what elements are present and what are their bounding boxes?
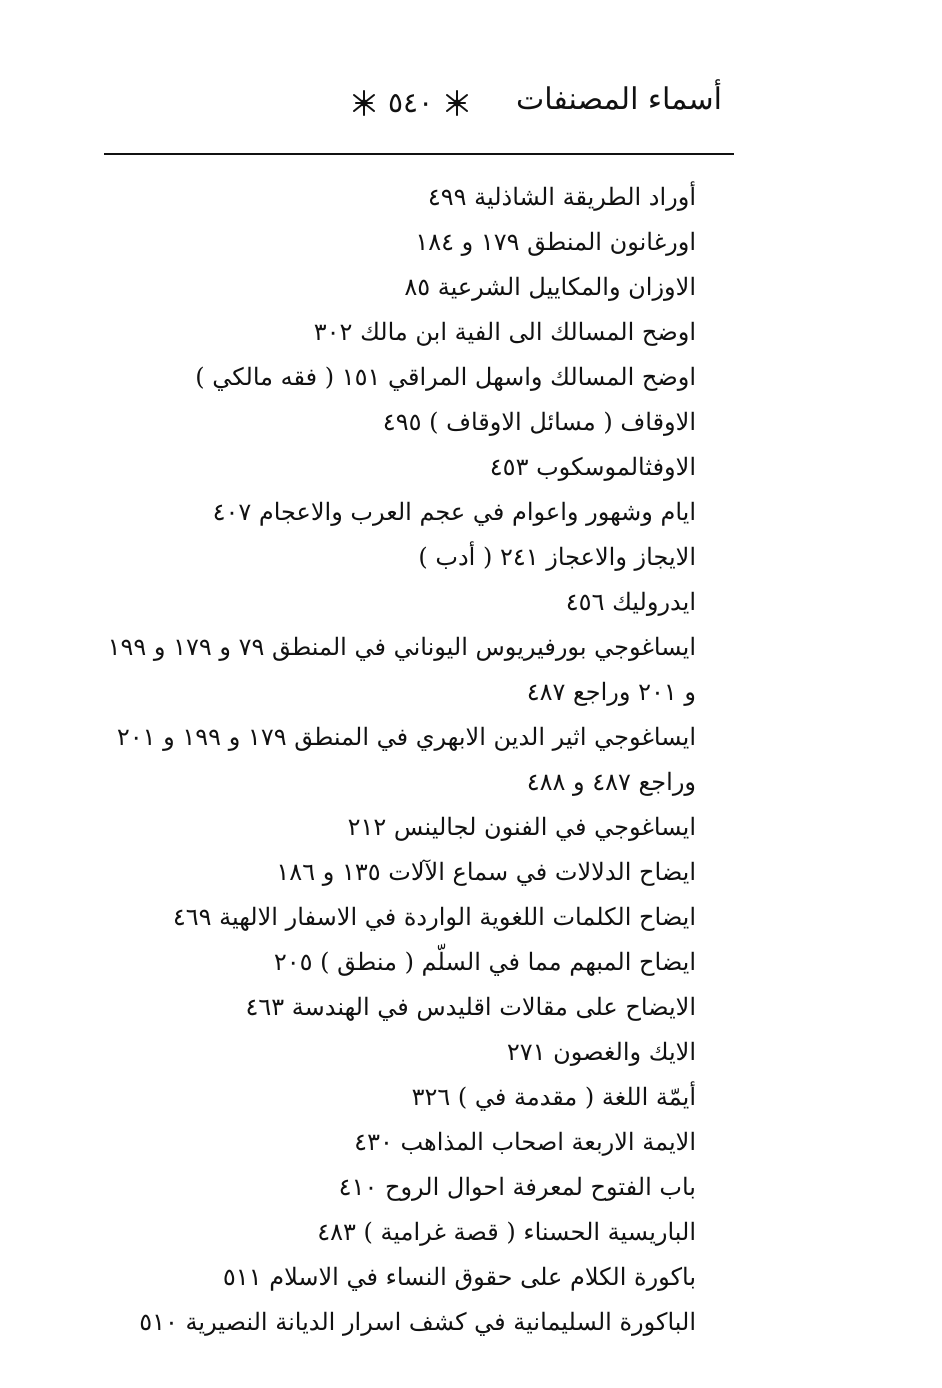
- running-title: أسماء المصنفات: [515, 82, 722, 117]
- index-entry: ايضاح الدلالات في سماع الآلات ١٣٥ و ١٨٦: [276, 858, 696, 886]
- page-number-group: [350, 86, 471, 119]
- index-entry: الايمة الاربعة اصحاب المذاهب ٤٣٠: [354, 1128, 696, 1156]
- index-entry: باكورة الكلام على حقوق النساء في الاسلام ٥١١: [222, 1263, 696, 1291]
- header-rule: [104, 153, 734, 155]
- index-entry: ايام وشهور واعوام في عجم العرب والاعجام ٤٠٧: [212, 498, 696, 526]
- index-entry: ايساغوجي اثير الدين الابهري في المنطق ١٧٩ و ١٩٩ و ٢٠١ وراجع ٤٨٧ و ٤٨٨: [116, 723, 696, 796]
- index-entry: الاوزان والمكاييل الشرعية ٨٥: [404, 273, 696, 301]
- index-entry: الايضاح على مقالات اقليدس في الهندسة ٤٦٣: [245, 993, 696, 1021]
- index-entry: اوضح المسالك واسهل المراقي ١٥١ ( فقه مالكي ): [195, 363, 696, 391]
- index-entry: أوراد الطريقة الشاذلية ٤٩٩: [427, 183, 696, 211]
- left-ornament-icon: [350, 89, 378, 117]
- index-entry: أيمّة اللغة ( مقدمة في ) ٣٢٦: [411, 1083, 696, 1111]
- index-entry: ايضاح الكلمات اللغوية الواردة في الاسفار الالهية ٤٦٩: [172, 903, 696, 931]
- index-entry: ايضاح المبهم مما في السلّم ( منطق ) ٢٠٥: [273, 948, 696, 976]
- page-number: ٥٤٠: [388, 86, 434, 119]
- index-entry: اورغانون المنطق ١٧٩ و ١٨٤: [415, 228, 696, 256]
- index-entry: اوضح المسالك الى الفية ابن مالك ٣٠٢: [313, 318, 696, 346]
- index-entry: ايدروليك ٤٥٦: [565, 588, 696, 616]
- index-entry: الايك والغصون ٢٧١: [506, 1038, 696, 1066]
- index-entry: الباكورة السليمانية في كشف اسرار الديانة النصيرية ٥١٠: [139, 1308, 696, 1336]
- index-entry: باب الفتوح لمعرفة احوال الروح ٤١٠: [338, 1173, 696, 1201]
- index-entry: الاوقاف ( مسائل الاوقاف ) ٤٩٥: [382, 408, 696, 436]
- index-entry: ايساغوجي بورفيريوس اليوناني في المنطق ٧٩ و ١٧٩ و ١٩٩ و ٢٠١ وراجع ٤٨٧: [107, 633, 696, 706]
- index-entry: الباريسية الحسناء ( قصة غرامية ) ٤٨٣: [317, 1218, 696, 1246]
- index-entry: الاوفثالموسكوب ٤٥٣: [489, 453, 696, 481]
- right-ornament-icon: [443, 89, 471, 117]
- index-entry: الايجاز والاعجاز ٢٤١ ( أدب ): [418, 543, 696, 571]
- index-entries: [96, 175, 696, 1345]
- page-header: [100, 78, 740, 138]
- index-entry: ايساغوجي في الفنون لجالينس ٢١٢: [347, 813, 696, 841]
